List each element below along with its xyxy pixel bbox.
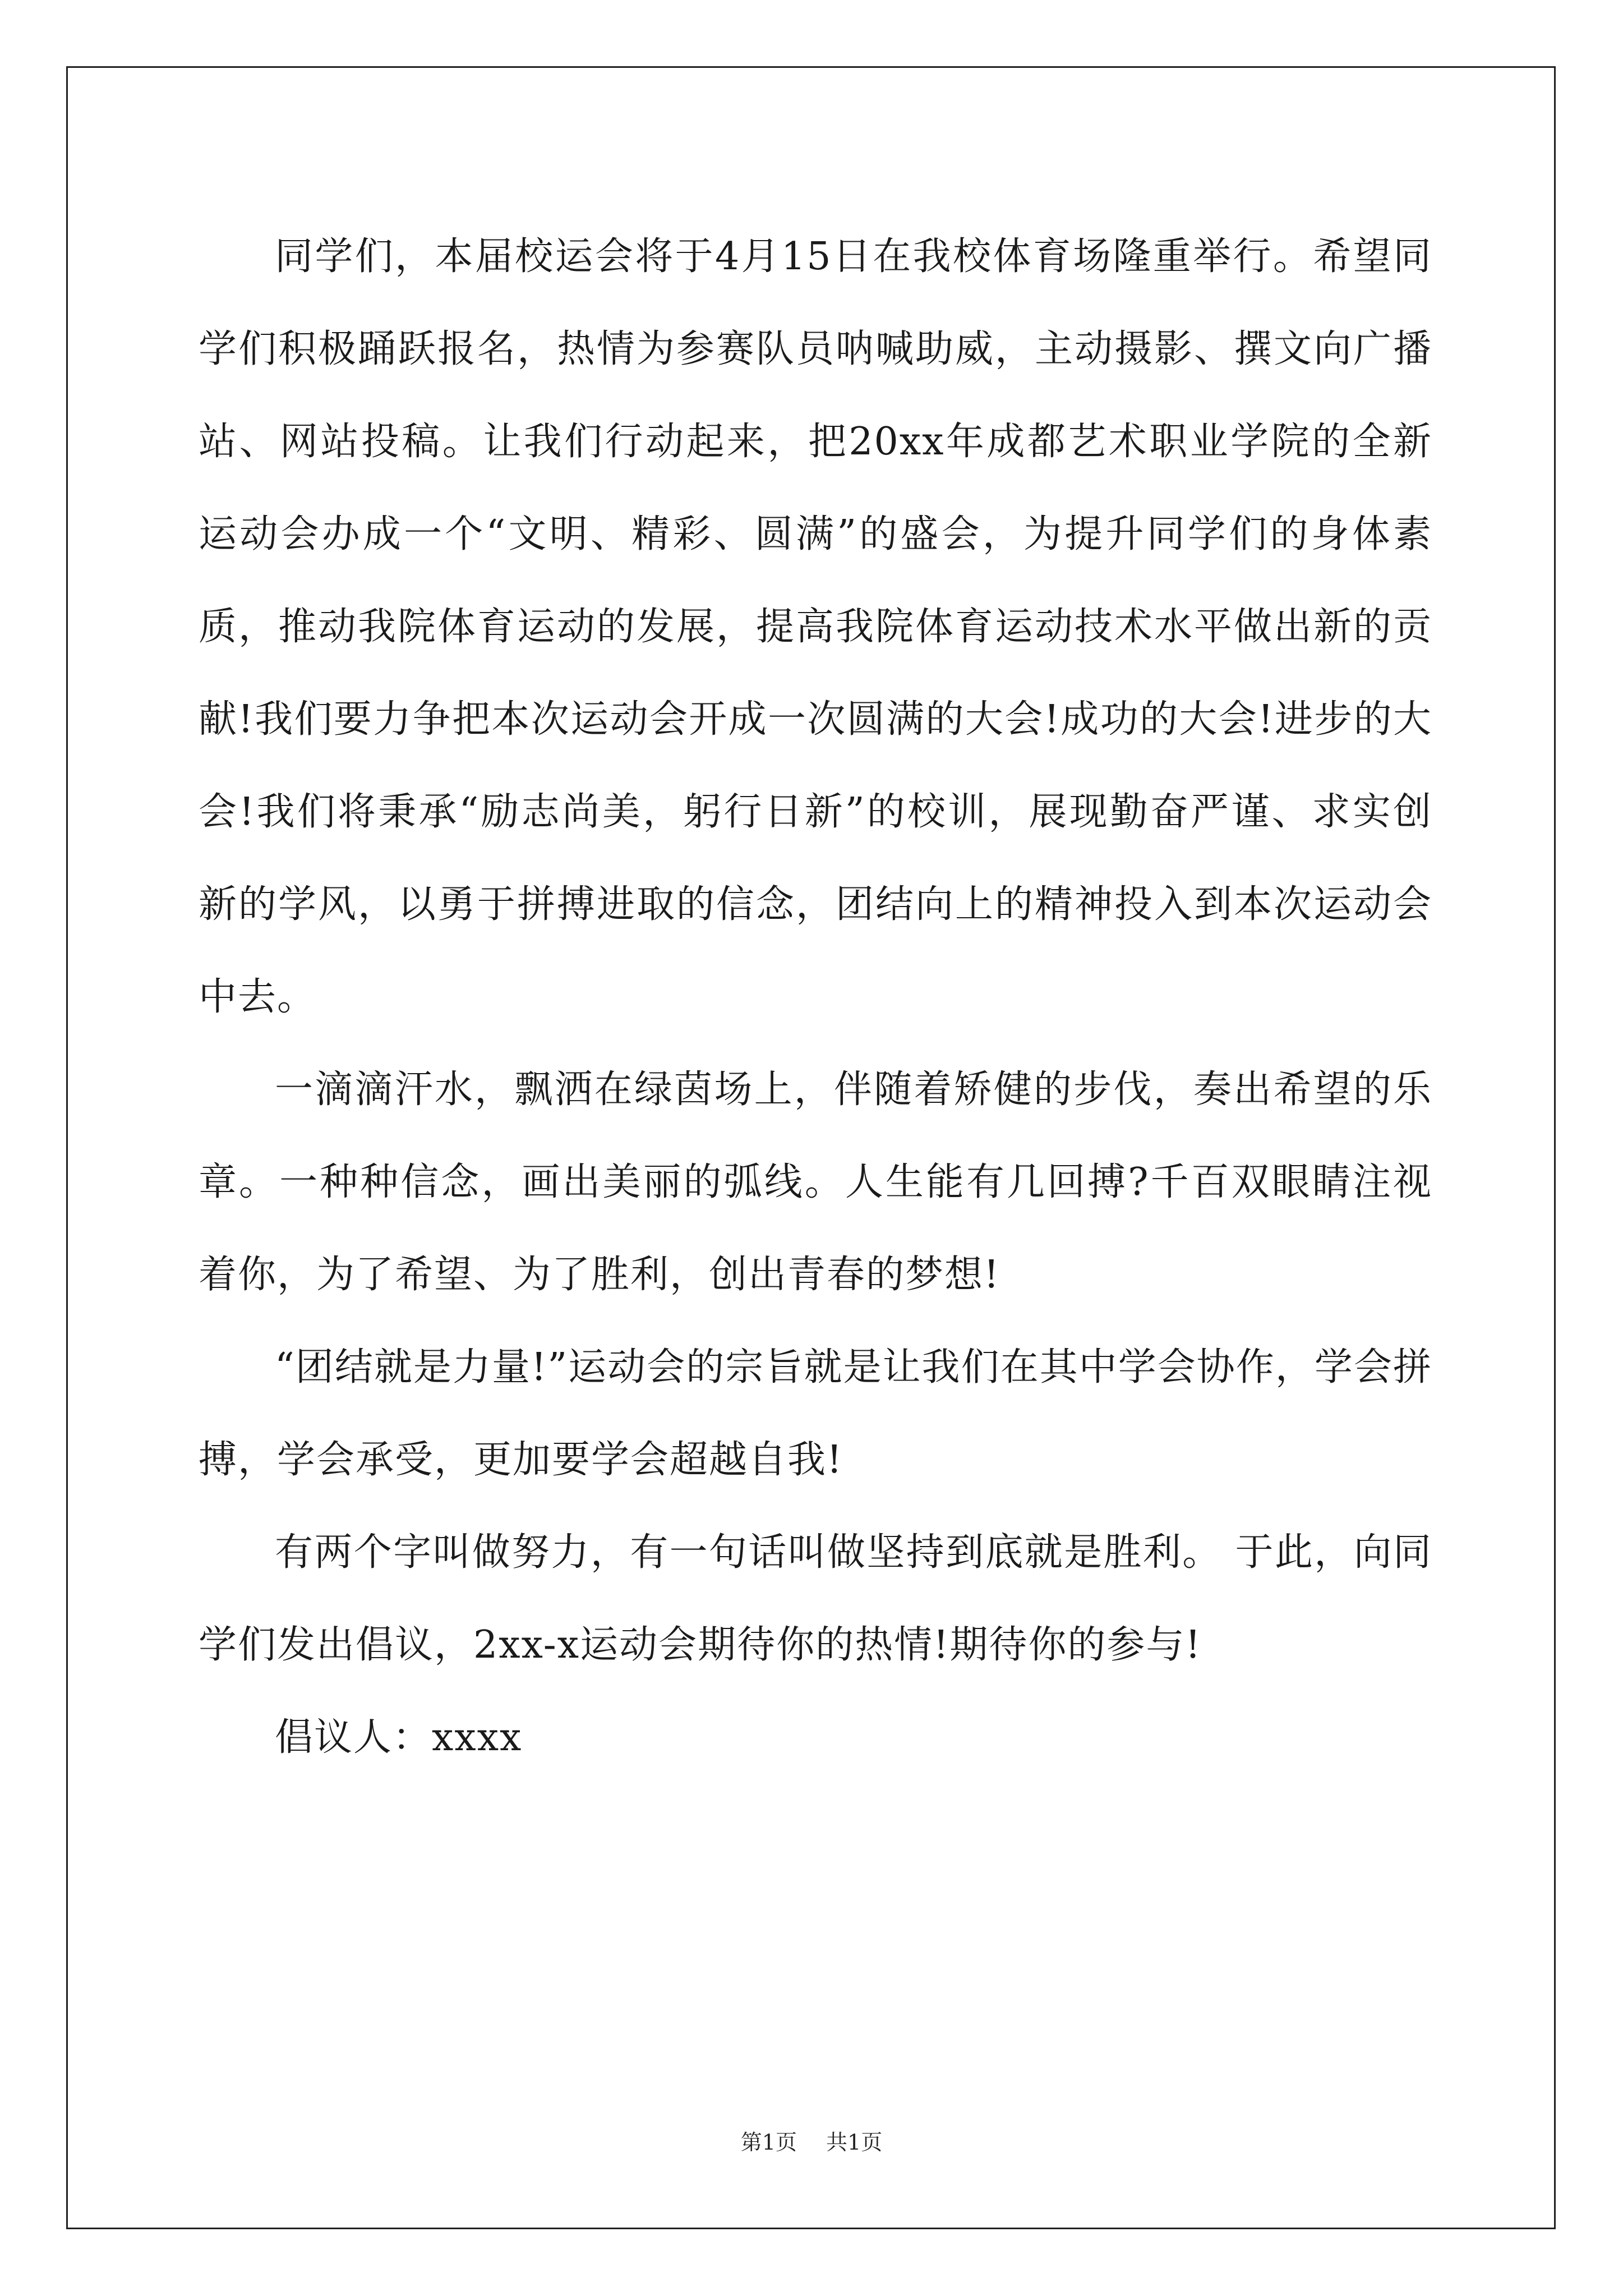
page-total: 共1页: [826, 2130, 883, 2155]
document-body: [199, 210, 1432, 1784]
paragraph: 一滴滴汗水，飘洒在绿茵场上，伴随着矫健的步伐，奏出希望的乐章。一种种信念，画出美丽的弧线。人生能有几回搏?千百双眼睛注视着你，为了希望、为了胜利，创出青春的梦想!: [199, 1068, 1432, 1297]
paragraph: 同学们，本届校运会将于4月15日在我校体育场隆重举行。希望同学们积极踊跃报名，热情为参赛队员呐喊助威，主动摄影、撰文向广播站、网站投稿。让我们行动起来，把20xx年成都艺术职业学院的全新运动会办成一个“文明、精彩、圆满”的盛会，为提升同学们的身体素质，推动我院体育运动的发展，提高我院体育运动技术水平做出新的贡献!我们要力争把本次运动会开成一次圆满的大会!成功的大会!进步的大会!我们将秉承“励志尚美，躬行日新”的校训，展现勤奋严谨、求实创新的学风，以勇于拼搏进取的信念，团结向上的精神投入到本次运动会中去。: [199, 234, 1432, 1019]
signature-line: 倡议人：xxxx: [275, 1715, 523, 1760]
paragraph: “团结就是力量!”运动会的宗旨就是让我们在其中学会协作，学会拼搏，学会承受，更加要学会超越自我!: [199, 1345, 1432, 1482]
paragraph: 有两个字叫做努力，有一句话叫做坚持到底就是胜利。 于此，向同学们发出倡议，2xx-x运动会期待你的热情!期待你的参与!: [199, 1530, 1432, 1667]
page-number: 第1页: [740, 2130, 797, 2155]
page-footer: [0, 2125, 1623, 2156]
